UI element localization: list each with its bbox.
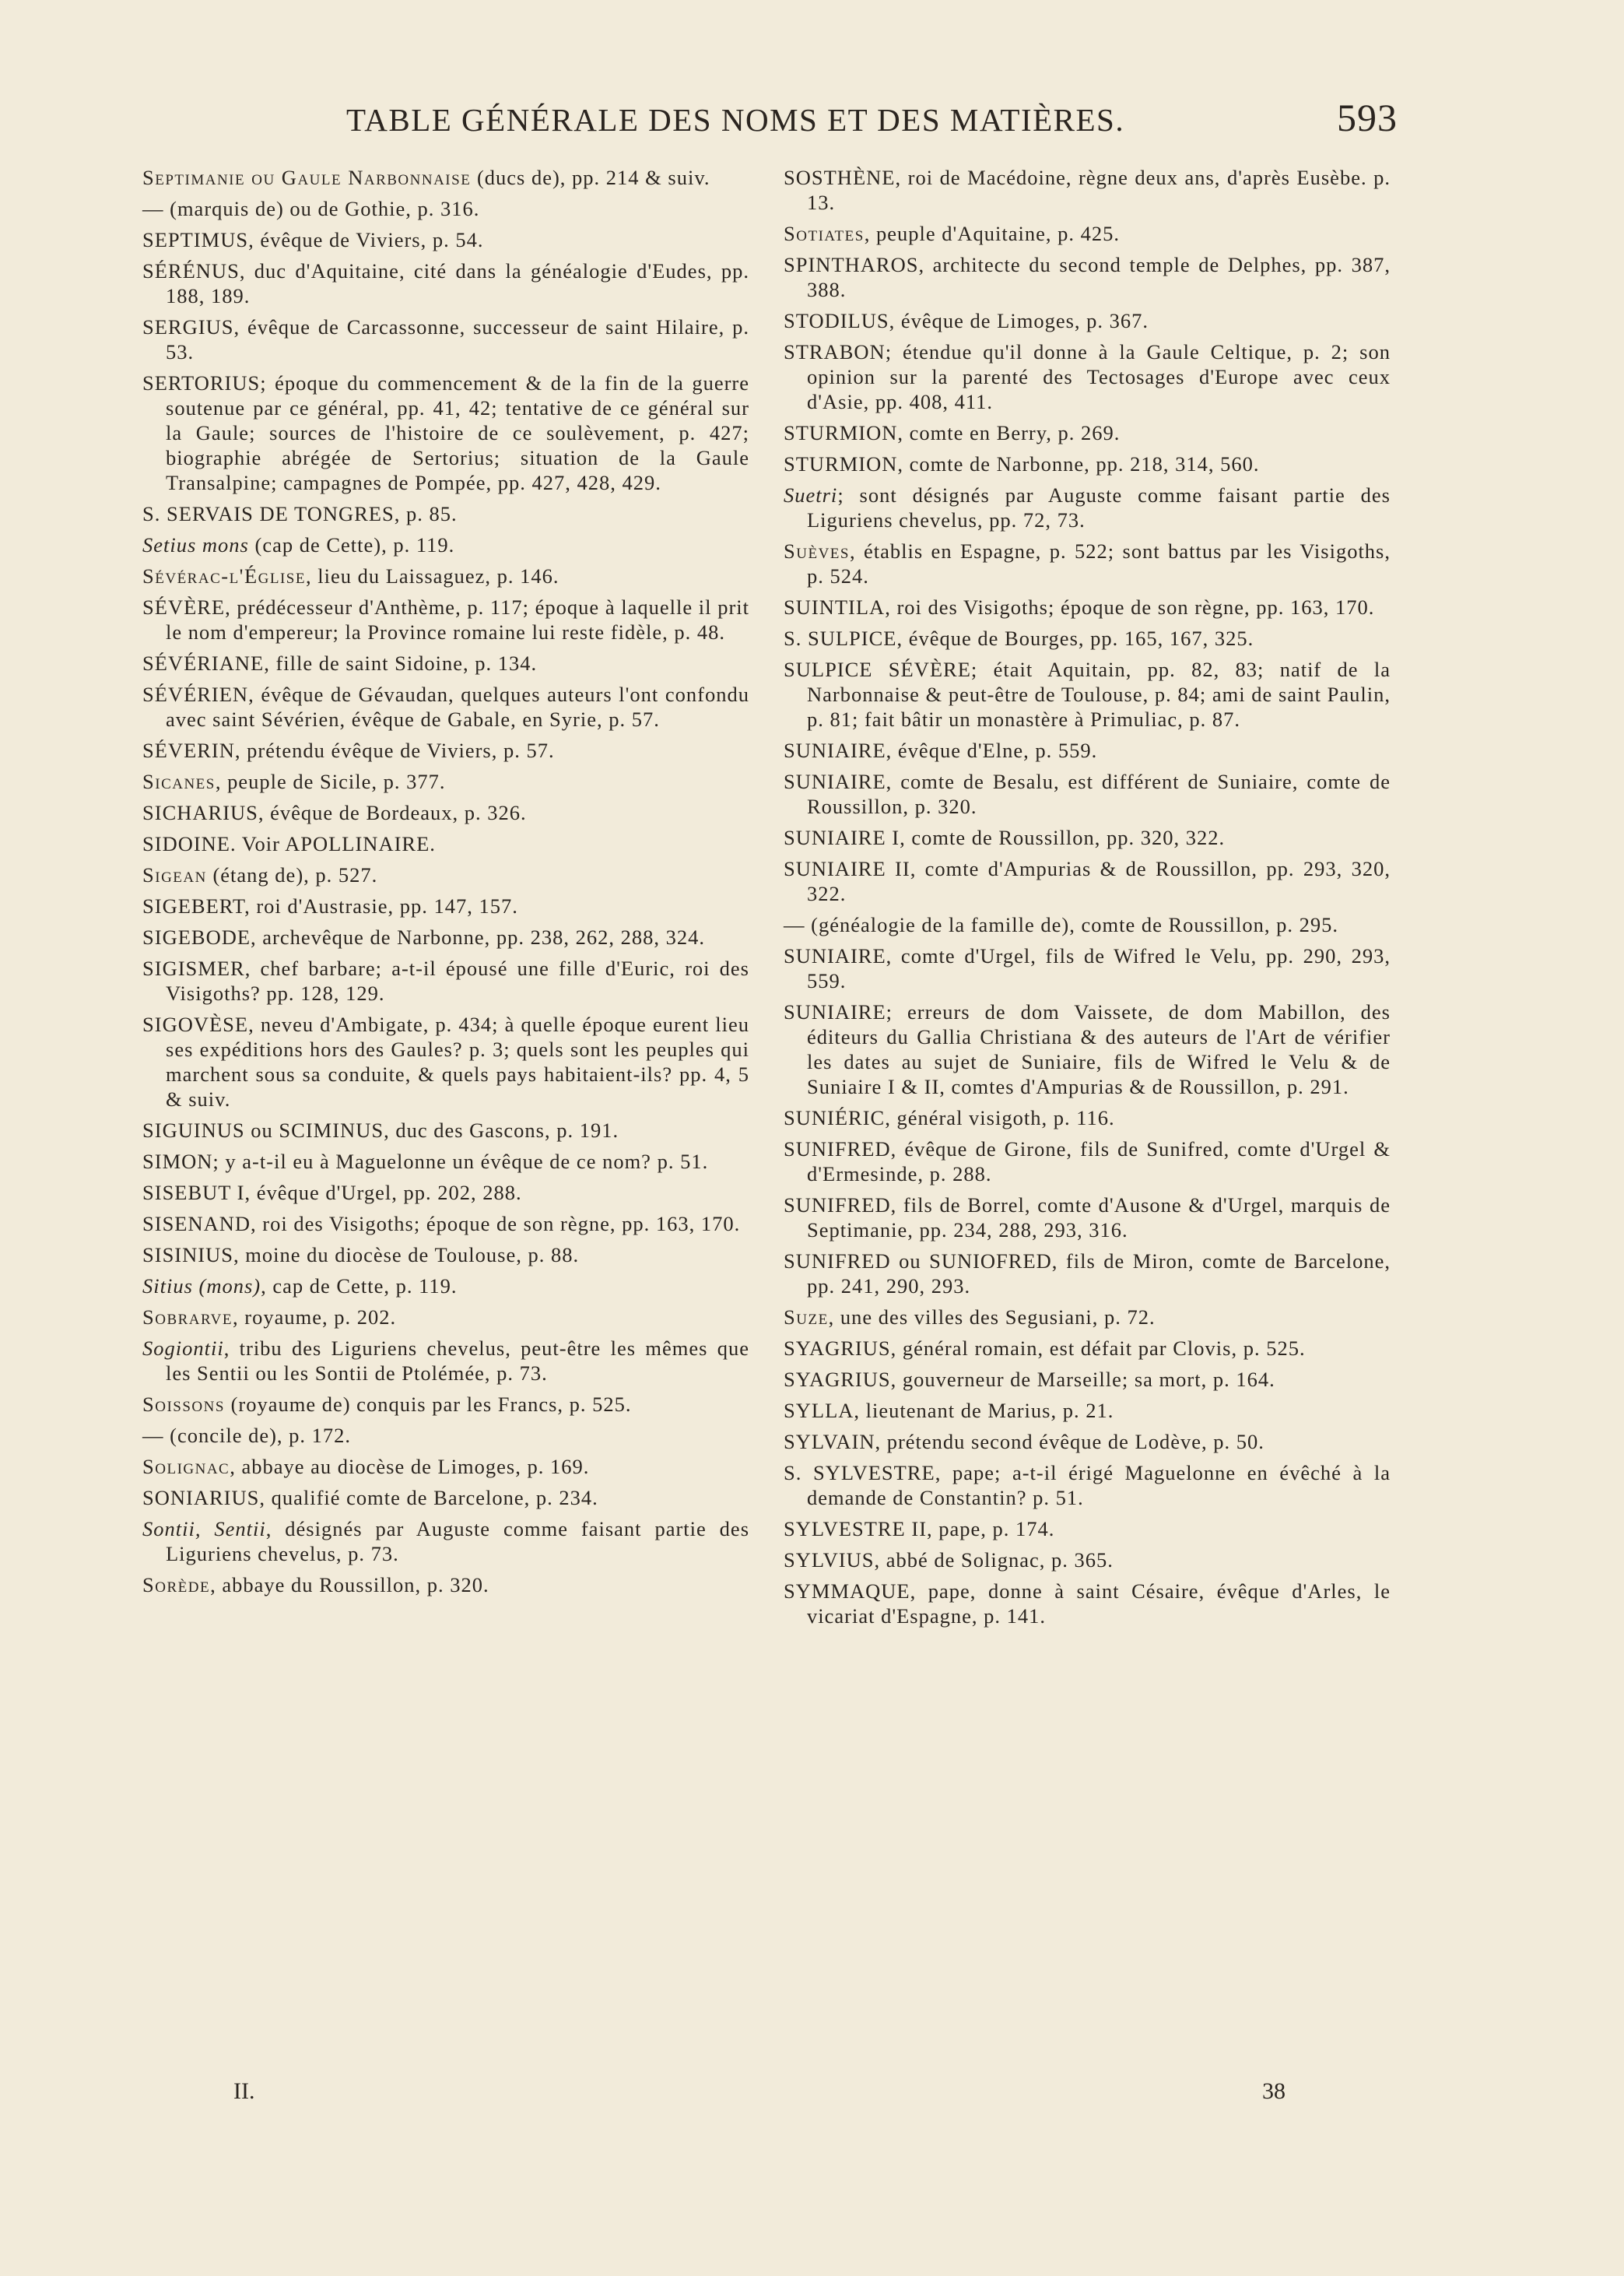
index-entry: [784, 1305, 1391, 1329]
index-entry: [142, 956, 749, 1006]
index-entry: [142, 1392, 749, 1417]
index-entry: [142, 862, 749, 887]
index-entry: [784, 539, 1391, 588]
entry-headword: SISINIUS: [142, 1243, 233, 1266]
index-entry: [142, 1423, 749, 1448]
index-entry: [142, 738, 749, 763]
index-entry: [142, 314, 749, 364]
index-entry: [784, 999, 1391, 1099]
entry-text: , neveu d'Ambigate, p. 434; à quelle époque eurent lieu ses expéditions hors des Gaules? p. 3; quels sont les peuples qui marchent sous sa conduite, & quels pays habitaient-ils? pp. 4, 5 & suiv.: [166, 1013, 749, 1111]
entry-headword: SUNIAIRE: [784, 739, 886, 762]
entry-text: , roi de Macédoine, règne deux ans, d'après Eusèbe. p. 13.: [807, 166, 1391, 214]
entry-headword: Solignac: [142, 1455, 230, 1478]
entry-headword: Sontii, Sentii: [142, 1517, 266, 1540]
entry-text: , chef barbare; a-t-il épousé une fille d'Euric, roi des Visigoths? pp. 128, 129.: [166, 957, 749, 1005]
entry-headword: SUNIÉRIC: [784, 1106, 886, 1129]
index-entry: [784, 595, 1391, 620]
index-entry: [142, 1118, 749, 1143]
entry-text: , tribu des Liguriens chevelus, peut-être les mêmes que les Sentii ou les Sontii de Ptolémée, p. 73.: [166, 1336, 749, 1385]
entry-headword: SÉVERIN: [142, 739, 235, 762]
entry-text: , roi d'Austrasie, pp. 147, 157.: [244, 894, 518, 918]
index-entry: [784, 1579, 1391, 1628]
entry-text: , évêque de Carcassonne, successeur de saint Hilaire, p. 53.: [166, 315, 749, 364]
entry-headword: SYLVESTRE II: [784, 1517, 928, 1540]
entry-headword: STURMION: [784, 421, 898, 444]
entry-text: , pape, p. 174.: [927, 1517, 1055, 1540]
index-entry: [142, 682, 749, 732]
entry-headword: SUNIAIRE: [784, 770, 886, 793]
index-entry: [784, 221, 1391, 246]
entry-headword: STODILUS: [784, 309, 889, 332]
entry-text: ; époque du commencement & de la fin de la guerre soutenue par ce général, pp. 41, 42; tentative de ce général sur la Gaule; sources de l'histoire de ce soulèvement, p. 427; biographie abrégée de Sertorius; situation de la Gaule Transalpine; campagnes de Pompée, pp. 427, 428, 429.: [166, 371, 749, 494]
index-entry: [142, 501, 749, 526]
entry-headword: SIGEBERT: [142, 894, 245, 918]
entry-headword: SUNIAIRE: [784, 944, 886, 968]
entry-headword: SEPTIMUS: [142, 228, 249, 251]
index-entry: [784, 339, 1391, 414]
entry-text: , royaume, p. 202.: [233, 1305, 397, 1329]
index-entry: [784, 308, 1391, 333]
entry-text: , gouverneur de Marseille; sa mort, p. 164.: [890, 1368, 1275, 1391]
entry-headword: SUNIFRED: [784, 1193, 891, 1217]
index-entry: [142, 1242, 749, 1267]
entry-text: , roi des Visigoths; époque de son règne, pp. 163, 170.: [885, 595, 1375, 619]
index-entry: [784, 483, 1391, 532]
entry-headword: Soissons: [142, 1393, 225, 1416]
entry-headword: SUNIFRED: [784, 1137, 891, 1161]
entry-headword: SICHARIUS: [142, 801, 258, 824]
entry-text: , général visigoth, p. 116.: [885, 1106, 1115, 1129]
entry-headword: SYAGRIUS: [784, 1336, 891, 1360]
entry-text: , évêque de Limoges, p. 367.: [889, 309, 1149, 332]
entry-text: , lieu du Laissaguez, p. 146.: [305, 564, 559, 588]
index-entry: [142, 1180, 749, 1205]
index-entry: [142, 1572, 749, 1597]
entry-headword: SÉVÈRE: [142, 595, 226, 619]
entry-text: ; erreurs de dom Vaissete, de dom Mabillon, des éditeurs du Gallia Christiana & des auteurs de l'Art de vérifier les dates au sujet de Suniaire, fils de Wifred le Velu & de Suniaire I & II, comtes d'Ampurias & de Roussillon, p. 291.: [807, 1000, 1391, 1098]
entry-text: , abbaye au diocèse de Limoges, p. 169.: [230, 1455, 590, 1478]
index-entry: [784, 451, 1391, 476]
entry-text: (royaume de) conquis par les Francs, p. 525.: [224, 1393, 632, 1416]
entry-text: ; était Aquitain, pp. 82, 83; natif de la Narbonnaise & peut-être de Toulouse, p. 84; ami de saint Paulin, p. 81; fait bâtir un monastère à Primuliac, p. 87.: [807, 658, 1391, 731]
entry-headword: SÉVÉRIANE: [142, 652, 265, 675]
entry-text: , établis en Espagne, p. 522; sont battus par les Visigoths, p. 524.: [807, 539, 1391, 588]
entry-headword: S. SYLVESTRE: [784, 1461, 935, 1484]
entry-text: , roi des Visigoths; époque de son règne, pp. 163, 170.: [251, 1212, 741, 1235]
index-entry: [784, 912, 1391, 937]
index-entry: [142, 1211, 749, 1236]
index-entry: [784, 252, 1391, 302]
entry-text: ; sont désignés par Auguste comme faisant partie des Liguriens chevelus, pp. 72, 73.: [807, 483, 1391, 532]
entry-headword: S. SULPICE: [784, 627, 897, 650]
index-entry: [142, 800, 749, 825]
entry-headword: SUINTILA: [784, 595, 886, 619]
index-entry: [784, 1367, 1391, 1392]
running-head: [0, 96, 1624, 156]
index-entry: [784, 738, 1391, 763]
entry-headword: Suze: [784, 1305, 829, 1329]
index-entry: [142, 1516, 749, 1566]
index-entry: [784, 1136, 1391, 1186]
index-entry: [784, 1192, 1391, 1242]
entry-text: (ducs de), pp. 214 & suiv.: [471, 166, 710, 189]
entry-headword: SULPICE SÉVÈRE: [784, 658, 971, 681]
entry-headword: STURMION: [784, 452, 898, 476]
index-entry: [142, 258, 749, 308]
entry-text: , comte d'Ampurias & de Roussillon, pp. 293, 320, 322.: [807, 857, 1391, 905]
index-entry: [142, 1273, 749, 1298]
index-entry: [784, 825, 1391, 850]
entry-text: , duc des Gascons, p. 191.: [384, 1119, 619, 1142]
entry-headword: SERGIUS: [142, 315, 234, 339]
entry-text: — (généalogie de la famille de), comte de Roussillon, p. 295.: [784, 913, 1339, 936]
index-entry: [784, 856, 1391, 906]
entry-text: , p. 85.: [394, 502, 458, 525]
entry-text: (étang de), p. 527.: [206, 863, 378, 887]
entry-headword: SIGISMER: [142, 957, 245, 980]
entry-headword: Sitius (mons): [142, 1274, 261, 1298]
entry-text: (cap de Cette), p. 119.: [248, 533, 455, 557]
entry-headword: Suèves: [784, 539, 850, 563]
entry-text: , évêque de Girone, fils de Sunifred, comte d'Urgel & d'Ermesinde, p. 288.: [807, 1137, 1391, 1185]
entry-text: , lieutenant de Marius, p. 21.: [854, 1399, 1114, 1422]
entry-text: , abbé de Solignac, p. 365.: [874, 1548, 1114, 1572]
entry-text: , pape; a-t-il érigé Maguelonne en évêché à la demande de Constantin? p. 51.: [807, 1461, 1391, 1509]
entry-headword: Suetri: [784, 483, 838, 507]
entry-text: , évêque de Bordeaux, p. 326.: [258, 801, 527, 824]
entry-headword: Sotiates: [784, 222, 865, 245]
index-entry: [784, 1429, 1391, 1454]
entry-text: , archevêque de Narbonne, pp. 238, 262, 288, 324.: [251, 926, 706, 949]
entry-headword: SUNIAIRE II: [784, 857, 910, 880]
entry-headword: SIGEBODE: [142, 926, 251, 949]
entry-headword: SYMMAQUE: [784, 1579, 910, 1603]
entry-text: ; étendue qu'il donne à la Gaule Celtique, p. 2; son opinion sur la parenté des Tectosages d'Europe avec ceux d'Asie, pp. 408, 411.: [807, 340, 1391, 413]
index-entry: [142, 532, 749, 557]
volume-number: II.: [233, 2078, 255, 2104]
entry-text: , fils de Miron, comte de Barcelone, pp. 241, 290, 293.: [807, 1249, 1391, 1298]
index-entry: [784, 420, 1391, 445]
entry-headword: Setius mons: [142, 533, 249, 557]
entry-text: ; y a-t-il eu à Maguelonne un évêque de ce nom? p. 51.: [212, 1150, 709, 1173]
entry-headword: SIDOINE: [142, 832, 230, 855]
entry-headword: Sévérac-l'Église: [142, 564, 306, 588]
entry-text: , évêque de Gévaudan, quelques auteurs l'ont confondu avec saint Sévérien, évêque de Gabale, en Syrie, p. 57.: [166, 683, 749, 731]
entry-headword: Sogiontii: [142, 1336, 224, 1360]
index-entry: [142, 831, 749, 856]
entry-headword: Sorède: [142, 1573, 211, 1596]
page-title: TABLE GÉNÉRALE DES NOMS ET DES MATIÈRES.: [346, 102, 1125, 138]
index-entry: [142, 595, 749, 645]
entry-headword: SOSTHÈNE: [784, 166, 896, 189]
index-entry: [784, 943, 1391, 993]
entry-text: , abbaye du Roussillon, p. 320.: [210, 1573, 489, 1596]
index-entry: [784, 769, 1391, 819]
entry-text: , cap de Cette, p. 119.: [261, 1274, 458, 1298]
index-entry: [784, 1516, 1391, 1541]
entry-headword: SÉRÉNUS: [142, 259, 240, 283]
entry-text: . Voir APOLLINAIRE.: [230, 832, 436, 855]
entry-text: , comte d'Urgel, fils de Wifred le Velu, pp. 290, 293, 559.: [807, 944, 1391, 992]
entry-headword: Sobrarve: [142, 1305, 233, 1329]
index-entry: [142, 1454, 749, 1479]
index-entry: [784, 1398, 1391, 1423]
index-entry: [142, 894, 749, 918]
entry-headword: Sicanes: [142, 770, 216, 793]
entry-headword: SYLLA: [784, 1399, 854, 1422]
index-entry: [784, 1249, 1391, 1298]
index-entry: [142, 165, 749, 190]
entry-headword: SÉVÉRIEN: [142, 683, 249, 706]
entry-headword: SIMON: [142, 1150, 213, 1173]
entry-text: , désignés par Auguste comme faisant partie des Liguriens chevelus, p. 73.: [166, 1517, 750, 1565]
entry-text: , comte de Roussillon, pp. 320, 322.: [900, 826, 1226, 849]
index-entry: [142, 1305, 749, 1329]
index-entry: [142, 1336, 749, 1386]
index-entry: [142, 651, 749, 676]
entry-headword: SERTORIUS: [142, 371, 261, 395]
entry-headword: SYLVIUS: [784, 1548, 875, 1572]
index-entry: [142, 925, 749, 950]
entry-text: , prétendu second évêque de Lodève, p. 50.: [875, 1430, 1264, 1453]
entry-headword: SIGOVÈSE: [142, 1013, 249, 1036]
entry-headword: SUNIAIRE: [784, 1000, 886, 1024]
signature-mark: 38: [1262, 2078, 1286, 2104]
entry-text: , évêque d'Urgel, pp. 202, 288.: [244, 1181, 522, 1204]
index-entry: [142, 196, 749, 221]
index-entry: [784, 657, 1391, 732]
entry-headword: S. SERVAIS DE TONGRES: [142, 502, 395, 525]
entry-text: , fils de Borrel, comte d'Ausone & d'Urgel, marquis de Septimanie, pp. 234, 288, 293, 316.: [807, 1193, 1391, 1242]
index-entry: [784, 1105, 1391, 1130]
entry-text: , général romain, est défait par Clovis, p. 525.: [890, 1336, 1306, 1360]
entry-text: , peuple de Sicile, p. 377.: [215, 770, 446, 793]
index-entry: [142, 1485, 749, 1510]
index-entry: [142, 564, 749, 588]
entry-text: , une des villes des Segusiani, p. 72.: [828, 1305, 1156, 1329]
entry-text: , architecte du second temple de Delphes, pp. 387, 388.: [807, 253, 1391, 301]
entry-headword: SIGUINUS ou SCIMINUS: [142, 1119, 384, 1142]
entry-headword: SISENAND: [142, 1212, 251, 1235]
entry-text: , comte de Narbonne, pp. 218, 314, 560.: [897, 452, 1260, 476]
page-number: 593: [1337, 96, 1398, 139]
entry-text: — (marquis de) ou de Gothie, p. 316.: [142, 197, 480, 220]
entry-text: , duc d'Aquitaine, cité dans la généalogie d'Eudes, pp. 188, 189.: [166, 259, 749, 307]
index-entry: [784, 1460, 1391, 1510]
entry-text: , prédécesseur d'Anthème, p. 117; époque à laquelle il prit le nom d'empereur; la Province romaine lui reste fidèle, p. 48.: [166, 595, 749, 644]
entry-headword: SISEBUT I: [142, 1181, 245, 1204]
entry-headword: Septimanie ou Gaule Narbonnaise: [142, 166, 472, 189]
index-entry: [784, 626, 1391, 651]
entry-headword: SONIARIUS: [142, 1486, 260, 1509]
index-entry: [142, 769, 749, 794]
index-entry: [142, 227, 749, 252]
entry-text: , évêque de Viviers, p. 54.: [248, 228, 484, 251]
index-column-right: [784, 165, 1391, 1635]
entry-text: , prétendu évêque de Viviers, p. 57.: [234, 739, 555, 762]
entry-headword: SUNIFRED ou SUNIOFRED: [784, 1249, 1052, 1273]
entry-text: , qualifié comte de Barcelone, p. 234.: [259, 1486, 598, 1509]
entry-text: , comte en Berry, p. 269.: [897, 421, 1121, 444]
index-column-left: [142, 165, 749, 1603]
entry-text: , évêque d'Elne, p. 559.: [886, 739, 1098, 762]
entry-headword: SYLVAIN: [784, 1430, 875, 1453]
entry-text: , moine du diocèse de Toulouse, p. 88.: [233, 1243, 580, 1266]
index-entry: [142, 1012, 749, 1112]
entry-text: , peuple d'Aquitaine, p. 425.: [864, 222, 1120, 245]
index-entry: [142, 1149, 749, 1174]
entry-text: , évêque de Bourges, pp. 165, 167, 325.: [896, 627, 1254, 650]
index-entry: [784, 165, 1391, 215]
entry-text: , fille de saint Sidoine, p. 134.: [264, 652, 538, 675]
entry-text: — (concile de), p. 172.: [142, 1424, 352, 1447]
entry-text: , pape, donne à saint Césaire, évêque d'Arles, le vicariat d'Espagne, p. 141.: [807, 1579, 1391, 1628]
entry-headword: SPINTHAROS: [784, 253, 919, 276]
entry-text: , comte de Besalu, est différent de Suniaire, comte de Roussillon, p. 320.: [807, 770, 1391, 818]
entry-headword: Sigean: [142, 863, 207, 887]
entry-headword: SYAGRIUS: [784, 1368, 891, 1391]
index-entry: [784, 1336, 1391, 1361]
entry-headword: SUNIAIRE I: [784, 826, 900, 849]
index-entry: [142, 371, 749, 495]
index-entry: [784, 1547, 1391, 1572]
entry-headword: STRABON: [784, 340, 886, 364]
